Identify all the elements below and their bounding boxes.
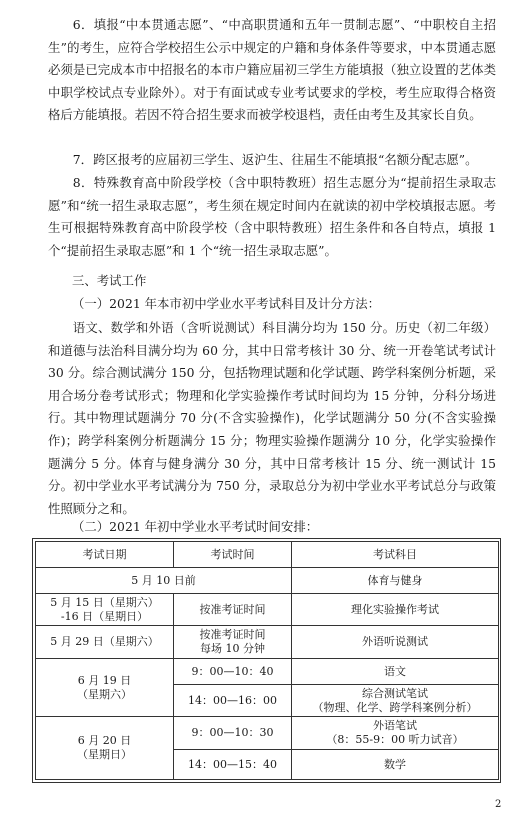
table-row	[36, 626, 499, 659]
cell-subject: 理化实验操作考试	[292, 594, 499, 626]
cell-date: 5 月 10 日前	[36, 568, 292, 594]
header-exam-date: 考试日期	[36, 542, 174, 568]
cell-date-line: （星期日）	[77, 748, 132, 761]
table-row	[36, 594, 499, 626]
subheading-exam-schedule: （二）2021 年初中学业水平考试时间安排：	[72, 519, 319, 534]
subheading-subjects-scoring: （一）2021 年本市初中学业水平考试科目及计分方法：	[72, 296, 381, 311]
exam-schedule-table	[35, 541, 499, 780]
cell-time-line: 每场 10 分钟	[200, 642, 265, 655]
table-row	[36, 717, 499, 750]
cell-date-line: -16 日（星期日）	[60, 609, 149, 623]
paragraph-item-7: 7．跨区报考的应届初三学生、返沪生、往届生不能填报“名额分配志愿”。	[72, 152, 478, 167]
cell-subject: 语文	[292, 659, 499, 685]
header-exam-time: 考试时间	[174, 542, 292, 568]
cell-subject: 体育与健身	[292, 568, 499, 594]
cell-time: 按准考证时间	[174, 594, 292, 626]
paragraph-item-6: 6．填报“中本贯通志愿”、“中高职贯通和五年一贯制志愿”、“中职校自主招生”的考生，应符合学校招生公示中规定的户籍和身体条件等要求，中本贯通志愿必须是已完成本市中招报名的本市户籍应届初三学生方能填报（独立设置的艺体类中职学校试点专业除外）。对于有面试或专业考试要求的学校，考生应取得合格资格后方能填报。若因不符合招生要求而被学校退档，责任由考生及其家长自负。	[48, 17, 496, 123]
paragraph-item-8: 8．特殊教育高中阶段学校（含中职特教班）招生志愿分为“提前招生录取志愿”和“统一招生录取志愿”，考生须在规定时间内在就读的初中学校填报志愿。考生可根据特殊教育高中阶段学校（含中职特教班）招生条件和各自特点，填报 1 个“提前招生录取志愿”和 1 个“统一招生录取志愿”。	[48, 175, 496, 258]
header-exam-subject: 考试科目	[292, 542, 499, 568]
cell-subject	[292, 717, 499, 750]
cell-date: 5 月 29 日（星期六）	[36, 626, 174, 659]
cell-date-line: 5 月 15 日（星期六）	[50, 595, 159, 609]
table-row	[36, 659, 499, 685]
cell-time: 14：00—15：40	[174, 750, 292, 780]
cell-time	[174, 626, 292, 659]
cell-time: 14：00—16：00	[174, 685, 292, 717]
table-header-row	[36, 542, 499, 568]
page-number: 2	[495, 799, 502, 810]
cell-date	[36, 594, 174, 626]
section-heading-exam-work: 三、考试工作	[72, 273, 147, 288]
cell-date-line: （星期六）	[77, 687, 132, 701]
cell-date	[36, 659, 174, 717]
cell-subject-line: （物理、化学、跨学科案例分析）	[312, 700, 478, 714]
cell-subject: 外语听说测试	[292, 626, 499, 659]
cell-subject-line: 外语笔试	[373, 719, 417, 732]
paragraph-scoring-method: 语文、数学和外语（含听说测试）科目满分均为 150 分。历史（初二年级）和道德与法治科目满分均为 60 分，其中日常考核计 30 分、统一开卷笔试考试计 30 分。综合测试满分 150 分，包括物理试题和化学试题、跨学科案例分析题，采用合场分卷考试形式；物理和化学实验操作考试时间均为 15 分钟，分科分场进行。其中物理试题满分 70 分(不含实验操作)，化学试题满分 50 分(不含实验操作)；跨学科案例分析题满分 15 分；物理实验操作题满分 10 分，化学实验操作题满分 5 分。体育与健身满分 30 分，其中日常考核计 15 分、统一测试计 15 分。初中学业水平考试满分为 750 分，录取总分为初中学业水平考试总分与政策性照顾分之和。	[48, 320, 496, 516]
cell-time: 9：00—10：40	[174, 659, 292, 685]
table-row	[36, 568, 499, 594]
cell-date-line: 6 月 19 日	[77, 673, 132, 687]
cell-time: 9：00—10：30	[174, 717, 292, 750]
cell-date	[36, 717, 174, 780]
cell-subject-line: （8：55-9：00 听力试音）	[326, 733, 464, 746]
cell-date-line: 6 月 20 日	[77, 734, 132, 747]
cell-subject: 数学	[292, 750, 499, 780]
cell-time-line: 按准考证时间	[199, 628, 266, 641]
cell-subject	[292, 685, 499, 717]
cell-subject-line: 综合测试笔试	[362, 686, 428, 700]
